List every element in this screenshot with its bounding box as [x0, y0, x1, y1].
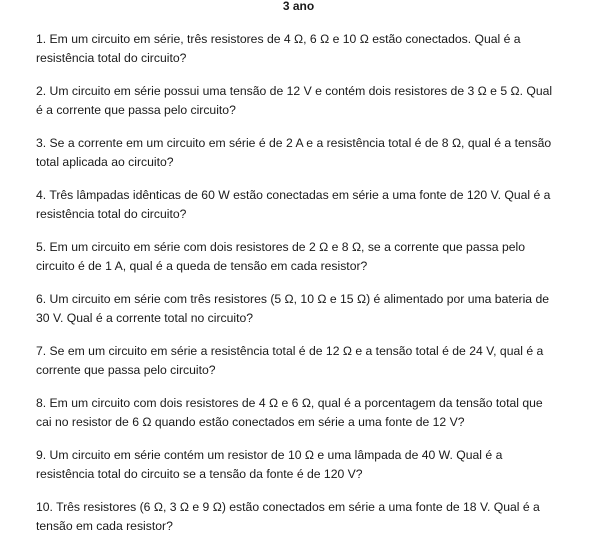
page-title: 3 ano — [282, 0, 315, 13]
question-10: 10. Três resistores (6 Ω, 3 Ω e 9 Ω) estão conectados em série a uma fonte de 18 V. Qual é a tensão em cada resistor? — [36, 500, 540, 533]
question-8: 8. Em um circuito com dois resistores de 4 Ω e 6 Ω, qual é a porcentagem da tensão total que cai no resistor de 6 Ω quando estão conectados em série a uma fonte de 12 V? — [36, 396, 543, 429]
question-6: 6. Um circuito em série com três resistores (5 Ω, 10 Ω e 15 Ω) é alimentado por uma bateria de 30 V. Qual é a corrente total no circuito? — [36, 292, 550, 325]
question-7: 7. Se em um circuito em série a resistência total é de 12 Ω e a tensão total é de 24 V, qual é a corrente que passa pelo circuito? — [36, 344, 544, 377]
question-5: 5. Em um circuito em série com dois resistores de 2 Ω e 8 Ω, se a corrente que passa pelo circuito é de 1 A, qual é a queda de tensão em cada resistor? — [36, 240, 526, 273]
question-3: 3. Se a corrente em um circuito em série é de 2 A e a resistência total é de 8 Ω, qual é a tensão total aplicada ao circuito? — [36, 136, 552, 169]
question-4: 4. Três lâmpadas idênticas de 60 W estão conectadas em série a uma fonte de 120 V. Qual é a resistência total do circuito? — [36, 188, 551, 221]
question-2: 2. Um circuito em série possui uma tensão de 12 V e contém dois resistores de 3 Ω e 5 Ω. Qual é a corrente que passa pelo circuito? — [36, 84, 553, 117]
question-1: 1. Em um circuito em série, três resistores de 4 Ω, 6 Ω e 10 Ω estão conectados. Qual é a resistência total do circuito? — [36, 32, 521, 65]
question-list — [36, 30, 560, 550]
question-9: 9. Um circuito em série contém um resistor de 10 Ω e uma lâmpada de 40 W. Qual é a resistência total do circuito se a tensão da fonte é de 120 V? — [36, 448, 503, 481]
